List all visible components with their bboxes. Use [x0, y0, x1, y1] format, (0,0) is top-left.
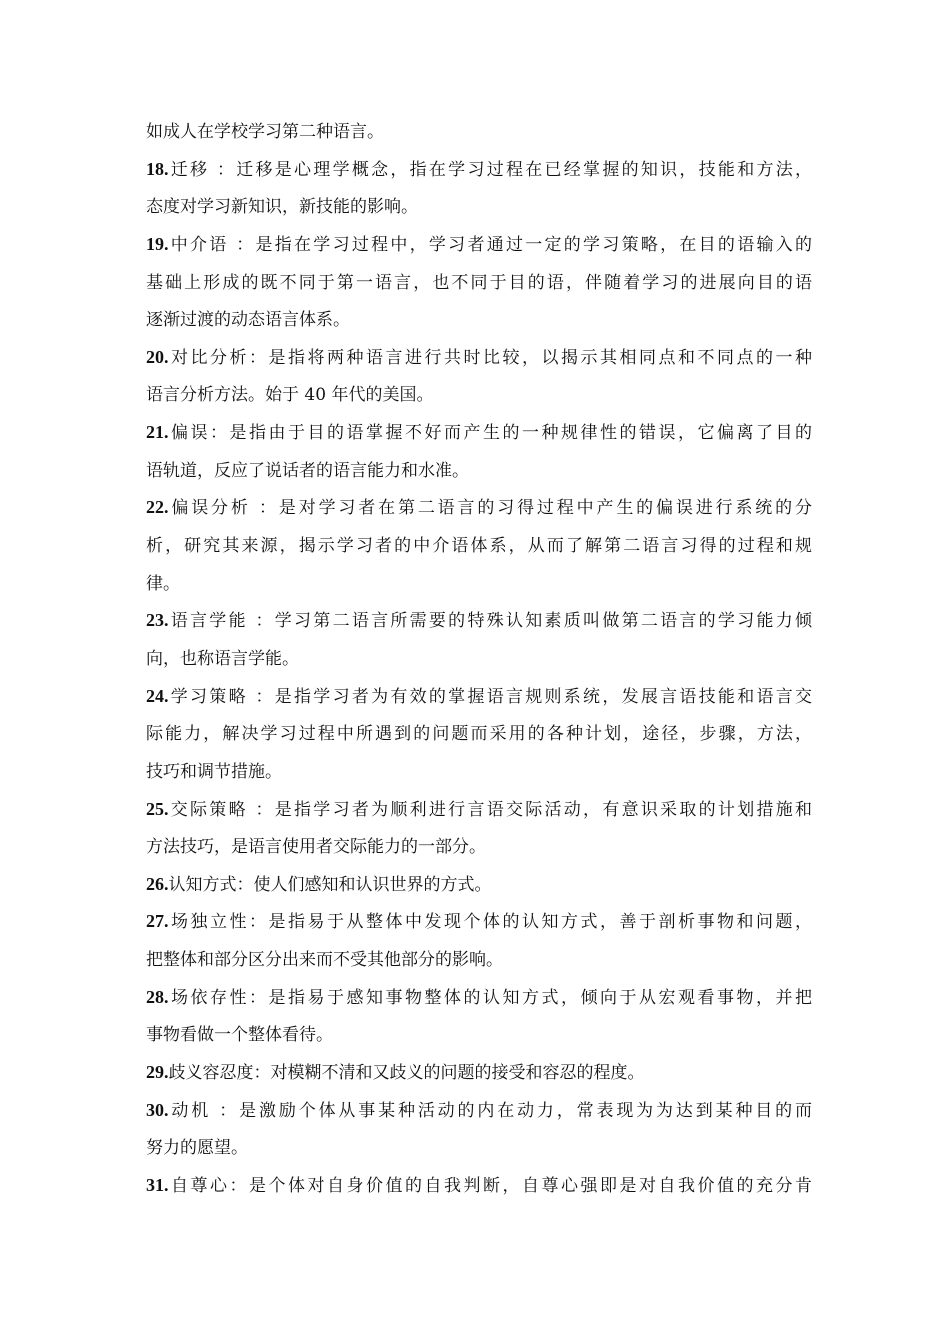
text-line [146, 339, 812, 377]
line-text: 场独立性：是指易于从整体中发现个体的认知方式，善于剖析事物和问题， [168, 912, 812, 933]
text-line [146, 828, 812, 866]
line-text: 事物看做一个整体看待。 [146, 1025, 333, 1046]
text-line [146, 979, 812, 1017]
term-number: 21. [146, 422, 169, 443]
text-line [146, 151, 812, 189]
text-line [146, 1092, 812, 1130]
text-line [146, 452, 812, 490]
text-line [146, 489, 812, 527]
line-text: 向，也称语言学能。 [146, 648, 299, 669]
text-line [146, 188, 812, 226]
term-number: 30. [146, 1099, 169, 1120]
text-line [146, 301, 812, 339]
text-line [146, 1167, 812, 1205]
line-text: 中介语 ：是指在学习过程中，学习者通过一定的学习策略，在目的语输入的 [168, 234, 812, 255]
line-text: 认知方式：使人们感知和认识世界的方式。 [168, 874, 492, 895]
line-text: 自尊心：是个体对自身价值的自我判断，自尊心强即是对自我价值的充分肯 [168, 1175, 812, 1196]
text-line [146, 678, 812, 716]
document-body [146, 113, 812, 1205]
term-number: 19. [146, 233, 169, 254]
term-number: 26. [146, 873, 169, 894]
text-line [146, 1054, 812, 1092]
line-text: 际能力，解决学习过程中所遇到的问题而采用的各种计划，途径，步骤，方法， [146, 724, 812, 745]
line-text: 交际策略 ：是指学习者为顺利进行言语交际活动，有意识采取的计划措施和 [168, 799, 812, 820]
text-line [146, 376, 812, 414]
line-text: 方法技巧，是语言使用者交际能力的一部分。 [146, 837, 486, 858]
line-text: 技巧和调节措施。 [146, 761, 282, 782]
term-number: 24. [146, 685, 169, 706]
line-text: 对比分析：是指将两种语言进行共时比较，以揭示其相同点和不同点的一种 [168, 347, 812, 368]
term-number: 20. [146, 346, 169, 367]
line-text: 基础上形成的既不同于第一语言，也不同于目的语，伴随着学习的进展向目的语 [146, 272, 812, 293]
text-line [146, 565, 812, 603]
text-line [146, 414, 812, 452]
text-line [146, 113, 812, 151]
line-text: 如成人在学校学习第二种语言。 [146, 122, 384, 142]
text-line [146, 715, 812, 753]
line-text: 场依存性：是指易于感知事物整体的认知方式，倾向于从宏观看事物，并把 [168, 987, 812, 1008]
line-text: 偏误分析 ：是对学习者在第二语言的习得过程中产生的偏误进行系统的分 [168, 498, 812, 519]
text-line [146, 640, 812, 678]
text-line [146, 791, 812, 829]
line-text: 努力的愿望。 [146, 1138, 248, 1159]
text-line [146, 753, 812, 791]
line-text: 语轨道，反应了说话者的语言能力和水准。 [146, 460, 469, 481]
line-text: 律。 [146, 573, 180, 594]
term-number: 22. [146, 497, 169, 518]
term-number: 18. [146, 158, 169, 179]
text-line [146, 527, 812, 565]
line-text: 把整体和部分区分出来而不受其他部分的影响。 [146, 950, 503, 971]
text-line [146, 866, 812, 904]
text-line [146, 1129, 812, 1167]
term-number: 27. [146, 911, 169, 932]
line-text: 歧义容忍度：对模糊不清和又歧义的问题的接受和容忍的程度。 [168, 1063, 645, 1084]
line-text: 态度对学习新知识，新技能的影响。 [146, 197, 418, 218]
line-text: 析，研究其来源，揭示学习者的中介语体系，从而了解第二语言习得的过程和规 [146, 536, 812, 557]
term-number: 31. [146, 1174, 169, 1195]
term-number: 25. [146, 798, 169, 819]
line-text: 迁移 ：迁移是心理学概念，指在学习过程在已经掌握的知识，技能和方法， [168, 159, 812, 180]
term-number: 28. [146, 986, 169, 1007]
line-text: 动机 ：是激励个体从事某种活动的内在动力，常表现为为达到某种目的而 [168, 1100, 812, 1121]
text-line [146, 226, 812, 264]
line-text: 偏误：是指由于目的语掌握不好而产生的一种规律性的错误，它偏离了目的 [168, 423, 812, 444]
text-line [146, 941, 812, 979]
line-text: 逐渐过渡的动态语言体系。 [146, 310, 350, 331]
line-text: 学习策略 ：是指学习者为有效的掌握语言规则系统，发展言语技能和语言交 [168, 686, 812, 707]
term-number: 23. [146, 610, 169, 631]
term-number: 29. [146, 1062, 169, 1083]
line-text: 语言分析方法。始于 40 年代的美国。 [146, 385, 434, 406]
text-line [146, 264, 812, 302]
text-line [146, 903, 812, 941]
text-line [146, 602, 812, 640]
line-text: 语言学能 ：学习第二语言所需要的特殊认知素质叫做第二语言的学习能力倾 [168, 611, 812, 632]
text-line [146, 1016, 812, 1054]
